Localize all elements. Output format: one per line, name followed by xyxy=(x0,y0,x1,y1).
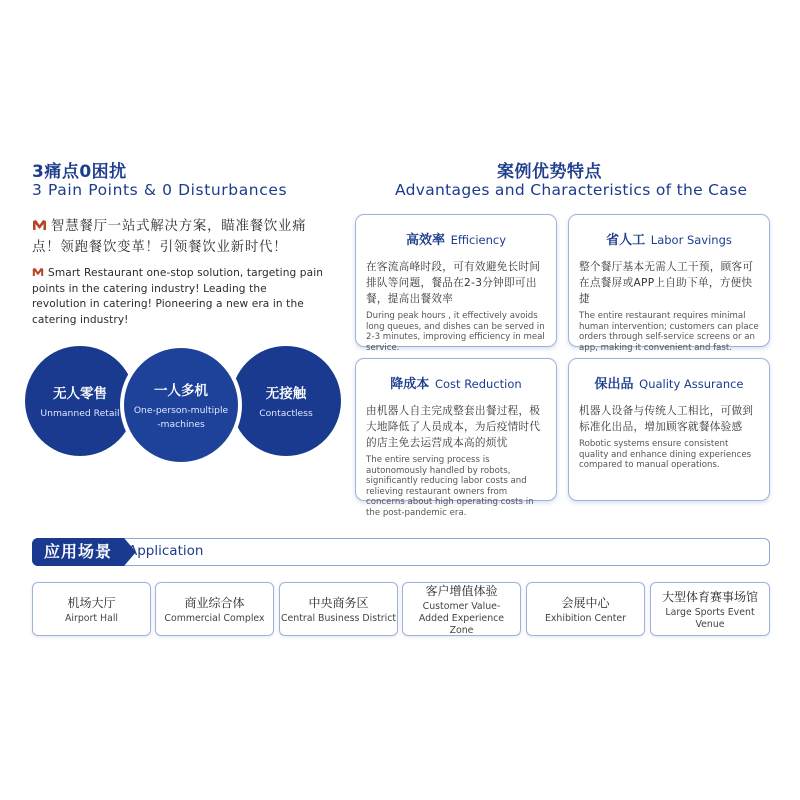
card-cost-reduction xyxy=(355,358,557,518)
intro-paragraph-en xyxy=(32,266,324,328)
circle-title: 无接触 xyxy=(265,385,307,402)
scene-label-cn: 中央商务区 xyxy=(308,595,369,610)
card-text-en: The entire serving process is autonomously handled by robots, significantly reducing labor costs and relieving restaurant owners from concerns about high operating costs in the post-pandemic era. xyxy=(366,455,534,518)
card-title-cn: 省人工 xyxy=(606,233,646,248)
circle-subtitle: Contactless xyxy=(259,407,313,419)
card-title-cn: 降成本 xyxy=(390,377,430,392)
pain-points-title-cn: 3痛点0困扰 xyxy=(32,162,127,182)
card-text-cn: 在客流高峰时段，可有效避免长时间排队等问题，餐品在2-3分钟即可出餐，提高出餐效率 xyxy=(366,261,541,305)
card-text-cn: 机器人设备与传统人工相比，可做到标准化出品，增加顾客就餐体验感 xyxy=(579,405,754,433)
scene-label-cn: 机场大厅 xyxy=(67,595,116,610)
scene-label-cn: 大型体育赛事场馆 xyxy=(661,589,758,604)
card-title-en: Quality Assurance xyxy=(639,377,744,391)
scene-large-sports-event-venue xyxy=(650,582,770,636)
scene-central-business-district xyxy=(279,582,398,636)
scene-label-cn: 客户增值体验 xyxy=(425,583,498,598)
card-labor-savings xyxy=(568,214,770,353)
card-heading xyxy=(366,373,546,392)
scene-airport-hall xyxy=(32,582,151,636)
intro-text-en: Smart Restaurant one-stop solution, targeting pain points in the catering industry! Leading the revolution in catering! Pioneering a new era in the catering industry! xyxy=(32,267,324,326)
card-efficiency xyxy=(355,214,557,353)
scene-label-en: Large Sports Event Venue xyxy=(665,606,755,630)
pain-points-title-en: 3 Pain Points & 0 Disturbances xyxy=(32,181,288,199)
card-title-en: Efficiency xyxy=(450,233,507,247)
circle-subtitle: One-person-multiple -machines xyxy=(133,404,229,430)
scene-label-en: Central Business District xyxy=(280,612,397,624)
scene-label-en: Customer Value-Added Experience Zone xyxy=(418,600,505,636)
card-title-cn: 保出品 xyxy=(594,377,634,392)
card-text-en: Robotic systems ensure consistent quality and enhance dining experiences compared to manual operations. xyxy=(579,439,752,471)
card-title-en: Cost Reduction xyxy=(434,377,522,391)
feature-circle-contactless xyxy=(231,346,341,456)
brand-m-logo-icon xyxy=(32,219,47,231)
circle-title: 一人多机 xyxy=(154,382,208,399)
circle-subtitle: Unmanned Retail xyxy=(40,407,120,419)
scene-commercial-complex xyxy=(155,582,274,636)
card-text-cn: 由机器人自主完成整套出餐过程，极大地降低了人员成本，为后疫情时代的店主免去运营成本高的烦忧 xyxy=(366,405,541,449)
card-quality-assurance xyxy=(568,358,770,501)
application-tag-cn: 应用场景 xyxy=(32,538,124,566)
scene-label-en: Airport Hall xyxy=(64,612,119,624)
scene-label-cn: 商业综合体 xyxy=(184,595,245,610)
scene-label-en: Commercial Complex xyxy=(164,612,265,624)
scene-exhibition-center xyxy=(526,582,645,636)
card-text-en: The entire restaurant requires minimal human intervention; customers can place orders through self-service screens or an app, making it convenient and fast. xyxy=(579,311,759,353)
application-label-en: Application xyxy=(128,543,204,559)
circle-title: 无人零售 xyxy=(53,385,107,402)
feature-circle-unmanned-retail xyxy=(25,346,135,456)
intro-text-cn: 智慧餐厅一站式解决方案，瞄准餐饮业痛点！领跑餐饮变革！引领餐饮业新时代！ xyxy=(32,219,307,255)
card-heading xyxy=(579,373,759,392)
card-title-en: Labor Savings xyxy=(650,233,732,247)
card-text-en: During peak hours , it effectively avoids long queues, and dishes can be served in 2-3 minutes, improving efficiency in meal service. xyxy=(366,311,545,353)
intro-paragraph-cn xyxy=(32,216,324,258)
advantages-title-en: Advantages and Characteristics of the Case xyxy=(395,181,748,199)
scene-label-cn: 会展中心 xyxy=(561,595,610,610)
card-title-cn: 高效率 xyxy=(405,233,445,248)
scene-label-en: Exhibition Center xyxy=(544,612,627,624)
card-heading xyxy=(366,229,546,248)
card-heading xyxy=(579,229,759,248)
card-text-cn: 整个餐厅基本无需人工干预，顾客可在点餐屏或APP上自助下单，方便快捷 xyxy=(579,261,754,305)
feature-circle-one-person-multiple-machines xyxy=(120,344,242,466)
brand-m-logo-icon xyxy=(32,267,44,277)
scene-customer-value-added-experience-zone xyxy=(402,582,521,636)
advantages-title-cn: 案例优势特点 xyxy=(497,162,602,182)
